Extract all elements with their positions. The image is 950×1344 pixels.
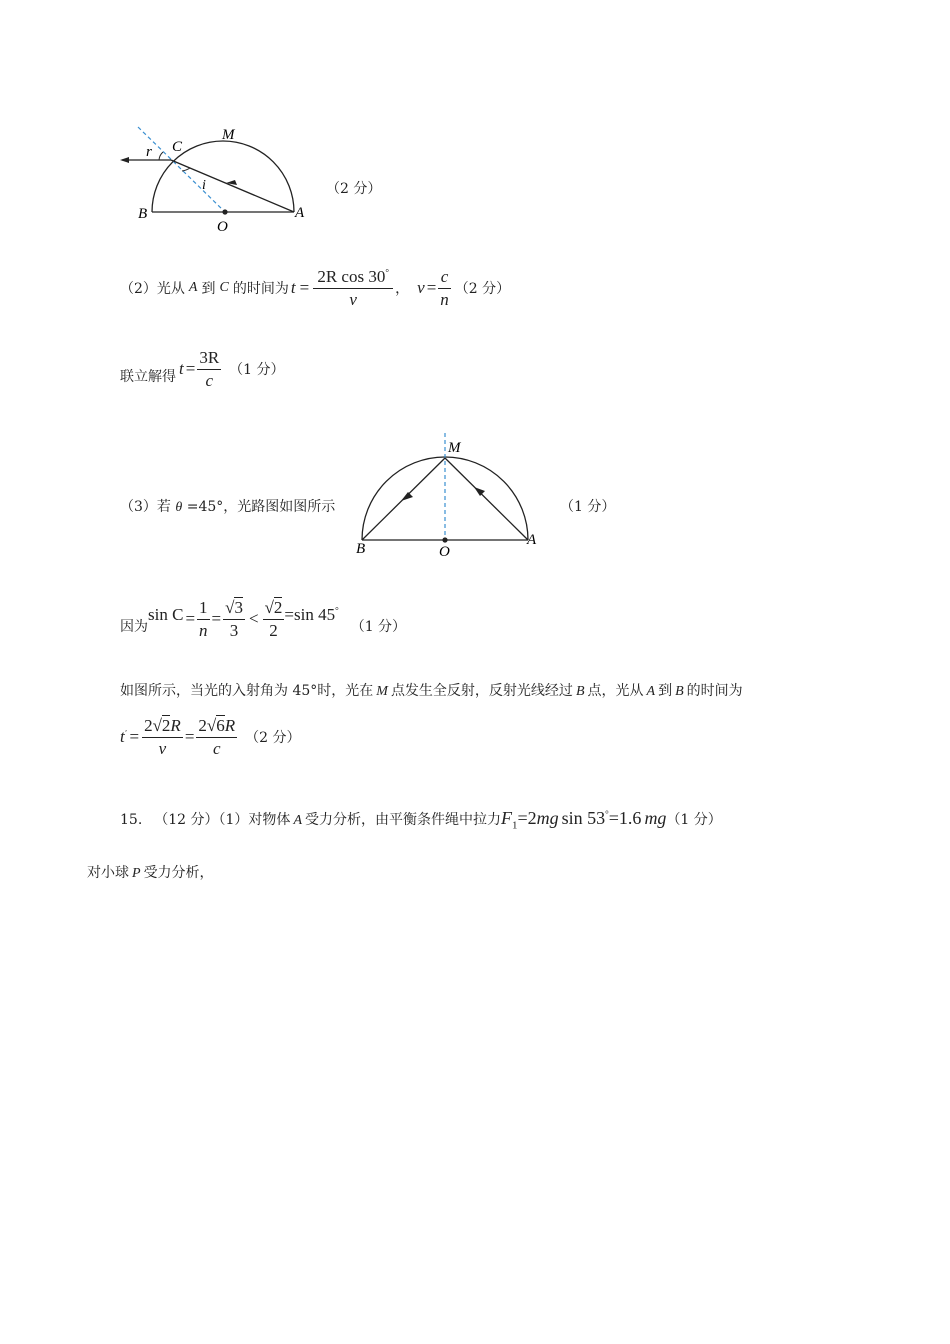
equals-1: = <box>185 609 196 628</box>
ray-a-to-m <box>445 458 528 540</box>
equals-v: = <box>426 278 437 297</box>
comma: ， <box>395 281 410 297</box>
label-a: A <box>527 532 537 548</box>
fraction-2sqrt6r-over-c: $\frac{2√6R}{c}$ <box>198 715 236 758</box>
question-15-line: 15. （12 分）（1）对物体 A 受力分析，由平衡条件绳中拉力 $F_1$ =2 mg sin 53° =1.6 mg （1 分） <box>120 808 722 832</box>
point-a: A <box>188 280 198 295</box>
label-m: M <box>448 440 461 456</box>
speed-fraction <box>438 267 451 310</box>
time-fraction <box>313 267 393 310</box>
object-a: A <box>293 813 302 828</box>
arrow-m-b <box>401 492 413 501</box>
var-v: v <box>417 278 425 297</box>
less-than: < <box>248 609 259 628</box>
last-line: 对小球 P 受力分析， <box>87 865 214 881</box>
speed-numerator: c <box>438 267 451 289</box>
equals-2: = <box>184 727 195 746</box>
degree-sup: ° <box>385 266 389 277</box>
sqrt-sign: √ <box>225 597 235 617</box>
fraction-2sqrt2r-over-v: $\frac{2√2R}{v}$ <box>144 715 181 758</box>
part2-to: 到 <box>201 281 216 297</box>
final-score: （2 分） <box>245 730 301 746</box>
equals-2: = <box>211 609 222 628</box>
ball-p: P <box>132 866 141 881</box>
label-r: r <box>146 144 152 160</box>
label-i: i <box>202 178 206 193</box>
final-time-line <box>120 712 301 762</box>
center-point-o <box>442 537 447 542</box>
label-c: C <box>172 139 183 155</box>
result-denominator: c <box>205 370 214 390</box>
because-prefix: 因为 <box>120 619 148 635</box>
fraction-sqrt2-over-2 <box>263 598 285 641</box>
because-line <box>120 594 406 644</box>
center-point-o <box>222 209 227 214</box>
part2-score: （2 分） <box>454 281 511 297</box>
theta-symbol: θ <box>175 500 183 515</box>
part3-score: （1 分） <box>560 499 616 515</box>
point-m: M <box>376 684 388 699</box>
frac2-num: 3 <box>234 597 243 617</box>
figure-total-reflection-diagram <box>352 430 552 560</box>
point-b: B <box>575 684 585 699</box>
speed-denominator: n <box>440 289 449 309</box>
point-a: A <box>646 684 656 699</box>
label-o: O <box>439 544 450 560</box>
angle-i-arc <box>182 168 190 171</box>
point-c: C <box>219 280 229 295</box>
var-t-prime: t′ <box>120 727 127 746</box>
arrow-a-m <box>474 487 485 496</box>
result-fraction <box>197 348 221 391</box>
figure-refraction-diagram <box>110 118 320 238</box>
time-numerator: 2R cos 30 <box>317 266 386 286</box>
force-f1: $F_1$ <box>501 808 518 832</box>
fraction-sqrt3-over-3 <box>223 598 245 641</box>
frac3-den: 2 <box>269 620 278 640</box>
label-a: A <box>295 205 305 221</box>
equals: = <box>299 278 310 297</box>
den-v: v <box>158 738 167 758</box>
sin-c: sin C <box>148 605 184 624</box>
part3-line <box>120 496 335 516</box>
explanation-paragraph: 如图所示，当光的入射角为 45°时，光在 M 点发生全反射，反射光线经过 B 点，光从 A 到 B 的时间为 <box>120 683 743 699</box>
sin-45: =sin 45° <box>284 605 339 624</box>
q15-score: （1 分） <box>666 812 722 828</box>
frac2-den: 3 <box>229 620 239 640</box>
fraction-1-over-n <box>197 598 210 641</box>
time-denominator: v <box>349 289 357 309</box>
solve-prefix: 联立解得 <box>120 369 176 385</box>
solve-score: （1 分） <box>229 362 285 378</box>
label-o: O <box>217 219 228 235</box>
frac1-num: 1 <box>197 598 210 620</box>
degree-sup: ° <box>335 605 339 616</box>
den-c: c <box>213 738 221 758</box>
label-b: B <box>356 541 366 557</box>
sqrt-sign: √ <box>264 597 274 617</box>
figure1-score: （2 分） <box>326 181 382 197</box>
equals: = <box>185 359 196 378</box>
part3-condition: =45°，光路图如图所示 <box>186 499 336 515</box>
part2-suffix: 的时间为 <box>232 281 289 297</box>
refracted-arrow <box>120 157 129 163</box>
question-number: 15. <box>120 812 143 828</box>
equals-1: = <box>129 727 140 746</box>
part2-line <box>120 266 510 310</box>
var-t: t <box>290 278 296 297</box>
frac1-den: n <box>199 620 208 640</box>
part2-prefix: （2）光从 <box>120 281 185 297</box>
angle-r-arc <box>159 152 163 160</box>
result-numerator: 3R <box>197 348 221 370</box>
label-m: M <box>222 127 235 143</box>
label-b: B <box>138 206 148 222</box>
var-t: t <box>179 359 184 378</box>
frac3-num: 2 <box>273 597 283 617</box>
point-b2: B <box>675 684 684 699</box>
because-score: （1 分） <box>350 619 407 635</box>
part3-prefix: （3）若 <box>120 499 171 515</box>
solve-line <box>120 347 285 391</box>
